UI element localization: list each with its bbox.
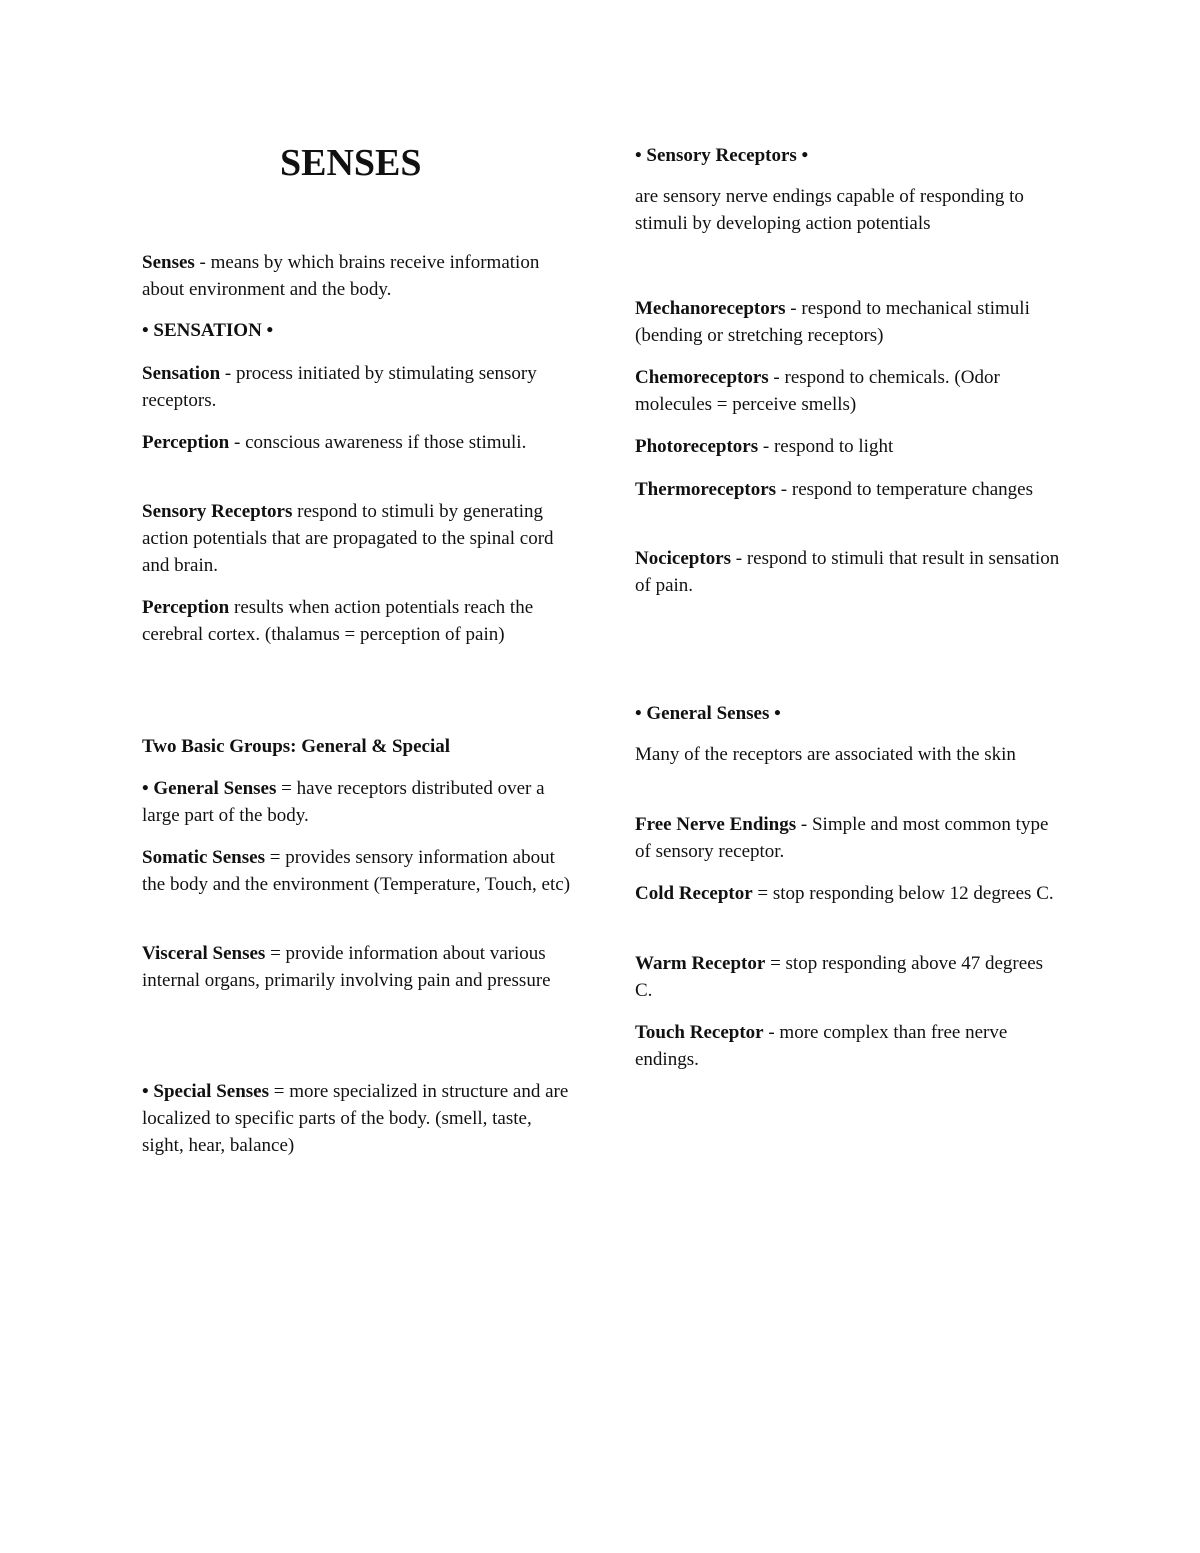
term: Warm Receptor — [635, 953, 766, 974]
term: Photoreceptors — [635, 436, 759, 457]
term: Nociceptors — [635, 548, 732, 569]
definition-sensory-receptors — [142, 498, 572, 579]
definition-text: - Simple and most common type of sensory receptor. — [635, 814, 1049, 862]
term: Sensory Receptors — [142, 501, 293, 522]
term: • Special Senses — [142, 1081, 269, 1102]
section-heading-general-senses — [635, 700, 1065, 727]
definition-text: - respond to stimuli that result in sensation of pain. — [635, 548, 1060, 596]
term: Sensation — [142, 363, 221, 384]
definition-text: respond to stimuli by generating action potentials that are propagated to the spinal cord and brain. — [142, 501, 554, 576]
heading: Two Basic Groups: General & Special — [142, 736, 451, 757]
definition-text: = stop responding below 12 degrees C. — [752, 883, 1054, 904]
section-heading-sensory-receptors — [635, 142, 1065, 169]
section-heading-sensation — [142, 317, 572, 344]
general-senses-description: Many of the receptors are associated with the skin — [635, 744, 1016, 765]
definition-special-senses — [142, 1078, 572, 1159]
definition-text: - process initiated by stimulating sensory receptors. — [142, 363, 537, 411]
definition-text: - means by which brains receive information about environment and the body. — [142, 252, 540, 300]
definition-text: - conscious awareness if those stimuli. — [229, 432, 527, 453]
definition-text: - respond to temperature changes — [776, 479, 1033, 500]
definition-mechanoreceptors — [635, 295, 1065, 349]
term: Perception — [142, 432, 230, 453]
term: Chemoreceptors — [635, 367, 769, 388]
term: • General Senses — [142, 778, 277, 799]
definition-text: - respond to light — [758, 436, 894, 457]
term: Mechanoreceptors — [635, 298, 786, 319]
definition-perception — [142, 429, 572, 456]
definition-touch-receptor — [635, 1019, 1065, 1073]
term: Thermoreceptors — [635, 479, 777, 500]
page-title: SENSES — [280, 142, 422, 184]
definition-free-nerve-endings — [635, 811, 1065, 865]
section-heading-two-basic-groups — [142, 733, 572, 760]
definition-nociceptors — [635, 545, 1065, 599]
term: Somatic Senses — [142, 847, 265, 868]
definition-text: results when action potentials reach the cerebral cortex. (thalamus = perception of pain) — [142, 597, 534, 645]
term: Free Nerve Endings — [635, 814, 797, 835]
definition-text: - respond to mechanical stimuli (bending or stretching receptors) — [635, 298, 1030, 346]
heading: • General Senses • — [635, 703, 781, 724]
definition-visceral-senses — [142, 940, 572, 994]
definition-perception-results — [142, 594, 572, 648]
definition-thermoreceptors — [635, 476, 1065, 503]
term: Cold Receptor — [635, 883, 753, 904]
term: Touch Receptor — [635, 1022, 764, 1043]
definition-text: = provide information about various internal organs, primarily involving pain and pressure — [142, 943, 551, 991]
definition-text: = provides sensory information about the body and the environment (Temperature, Touch, etc) — [142, 847, 571, 895]
definition-senses — [142, 249, 572, 303]
definition-sensation — [142, 360, 572, 414]
sensory-receptors-description: are sensory nerve endings capable of responding to stimuli by developing action potentials — [635, 186, 1024, 234]
term: Visceral Senses — [142, 943, 266, 964]
definition-photoreceptors — [635, 433, 1065, 460]
term: Perception — [142, 597, 230, 618]
definition-text: = more specialized in structure and are localized to specific parts of the body. (smell, taste, sight, hear, balance) — [142, 1081, 569, 1156]
definition-cold-receptor — [635, 880, 1065, 907]
heading: • SENSATION • — [142, 320, 274, 341]
definition-text: = stop responding above 47 degrees C. — [635, 953, 1044, 1001]
definition-somatic-senses — [142, 844, 572, 898]
definition-general-senses — [142, 775, 572, 829]
definition-text: - respond to chemicals. (Odor molecules = perceive smells) — [635, 367, 1000, 415]
definition-text: - more complex than free nerve endings. — [635, 1022, 1008, 1070]
definition-text: = have receptors distributed over a large part of the body. — [142, 778, 545, 826]
heading: • Sensory Receptors • — [635, 145, 809, 166]
term: Senses — [142, 252, 195, 273]
definition-chemoreceptors — [635, 364, 1065, 418]
definition-warm-receptor — [635, 950, 1065, 1004]
